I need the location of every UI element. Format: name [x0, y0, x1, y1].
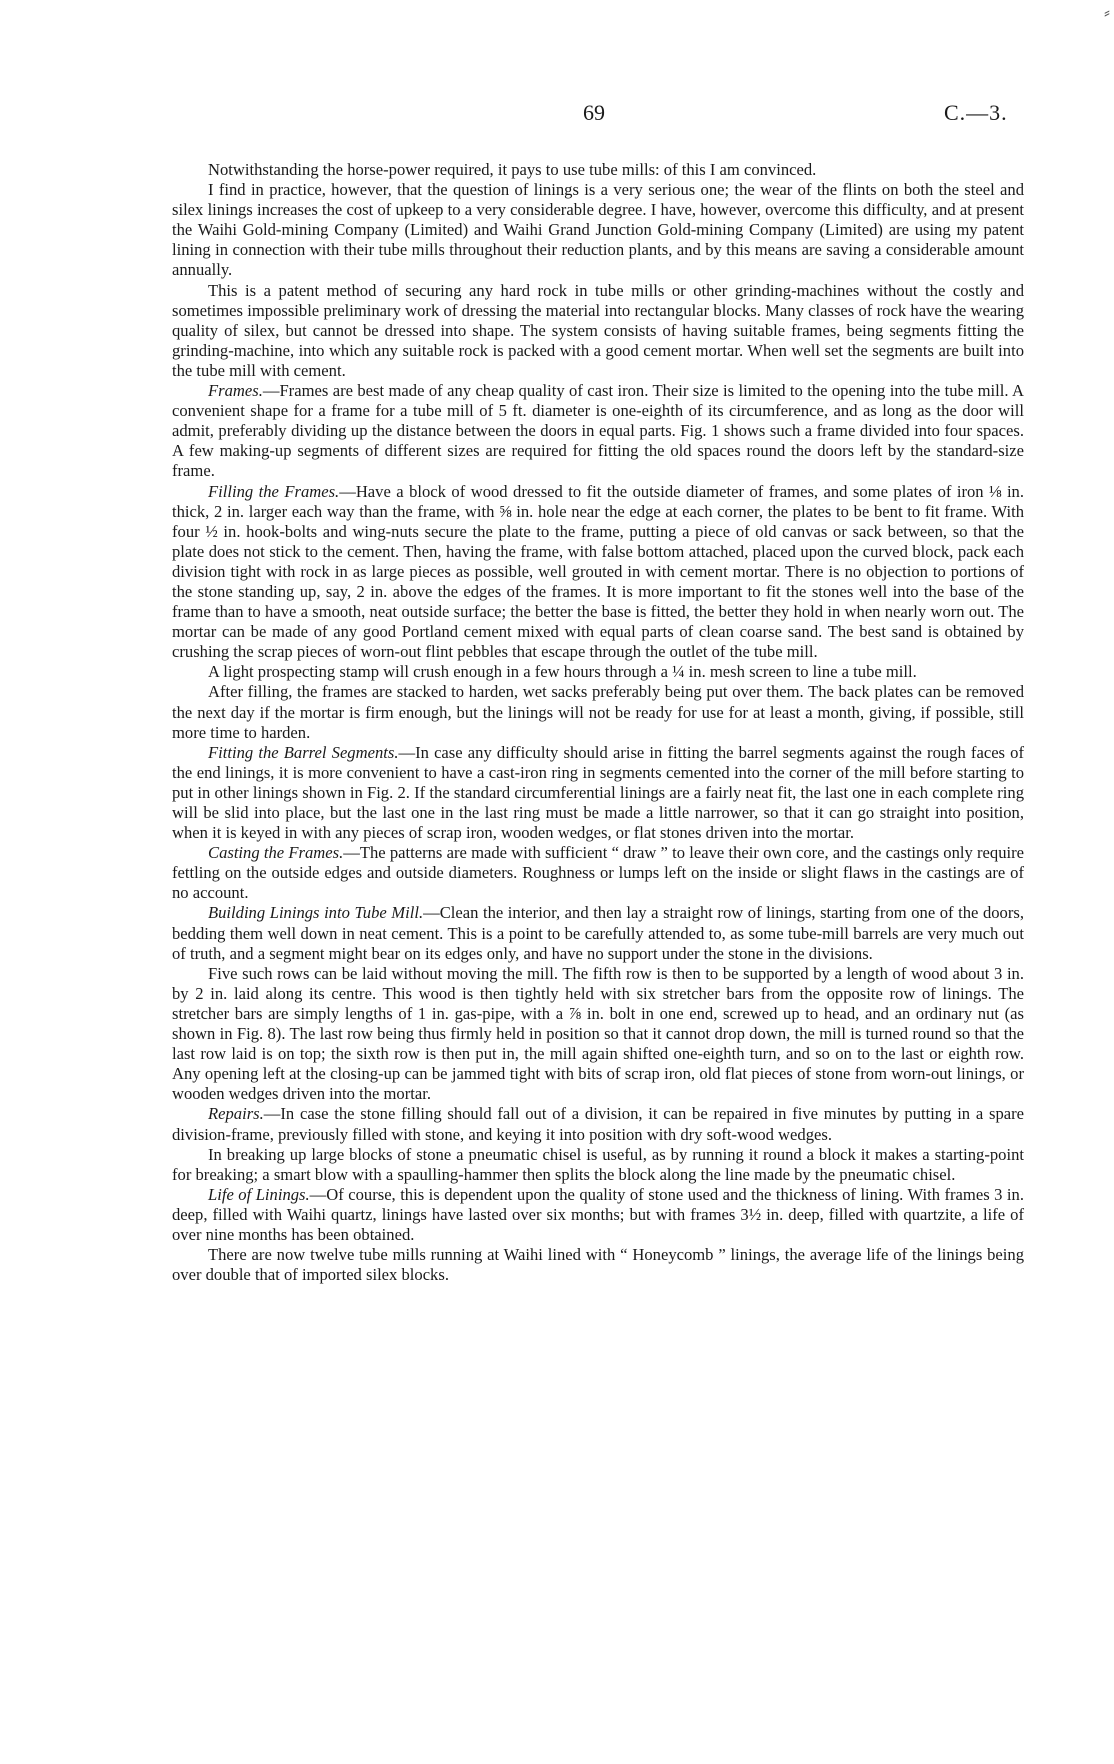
- paragraph: [172, 1185, 1024, 1245]
- body-text: [172, 160, 1024, 1285]
- paragraph: [172, 682, 1024, 742]
- paragraph-text: —In case the stone filling should fall out of a division, it can be repaired in five minutes by putting in a spare division-frame, previously filled with stone, and keying it into position with dry soft-wood wedges.: [172, 1104, 1024, 1144]
- paragraph-text: —Of course, this is dependent upon the quality of stone used and the thickness of lining. With frames 3 in. deep, filled with Waihi quartz, linings have lasted over six months; but with frames 3½ in. deep, filled with quartzite, a life of over nine months has been obtained.: [172, 1184, 1024, 1244]
- paragraph-text: —Frames are best made of any cheap quality of cast iron. Their size is limited to the opening into the tube mill. A convenient shape for a frame for a tube mill of 5 ft. diameter is one-eighth of its circumference, and as long as the door will admit, preferably dividing up the distance between the doors in equal parts. Fig. 1 shows such a frame divided into four spaces. A few making-up segments of different sizes are required for fitting the old spaces round the doors left by the standard-size frame.: [172, 381, 1024, 481]
- paragraph-text: —The patterns are made with sufficient “ draw ” to leave their own core, and the castings only require fettling on the outside edges and outside diameters. Roughness or lumps left on the inside or slight flaws in the castings are of no account.: [172, 843, 1024, 903]
- paragraph: [172, 1145, 1024, 1185]
- paragraph: [172, 381, 1024, 481]
- paragraph-heading: Frames.: [208, 381, 263, 401]
- corner-mark: ⸗: [1104, 2, 1110, 22]
- paragraph: [172, 1104, 1024, 1144]
- paragraph: [172, 180, 1024, 280]
- paragraph: [172, 843, 1024, 903]
- paragraph: [172, 743, 1024, 843]
- page-header: [0, 100, 1114, 130]
- paragraph-text: —Clean the interior, and then lay a straight row of linings, starting from one of the doors, bedding them well down in neat cement. This is a point to be carefully attended to, as some tube-mill barrels are very much out of truth, and a segment might bear on its edges only, and have no support under the stone in the divisions.: [172, 903, 1024, 963]
- paragraph: [172, 662, 1024, 682]
- paragraph-text: Five such rows can be laid without moving the mill. The fifth row is then to be supported by a length of wood about 3 in. by 2 in. laid along its centre. This wood is then tightly held with six stretcher bars from the opposite row of linings. The stretcher bars are simply lengths of 1 in. gas-pipe, with a ⅞ in. bolt in one end, screwed up to head, and an ordinary nut (as shown in Fig. 8). The last row being thus firmly held in position so that it cannot drop down, the mill is turned round so that the last row laid is on top; the sixth row is then put in, the mill again shifted one-eighth turn, and so on to the last or eighth row. Any opening left at the closing-up can be jammed tight with bits of scrap iron, old flat pieces of stone from worn-out linings, or wooden wedges driven into the mortar.: [172, 963, 1024, 1104]
- paragraph-heading: Casting the Frames.: [208, 843, 344, 863]
- paragraph-text: A light prospecting stamp will crush enough in a few hours through a ¼ in. mesh screen to line a tube mill.: [208, 662, 917, 682]
- page-number: 69: [583, 100, 605, 125]
- paragraph: [172, 1245, 1024, 1285]
- paragraph: [172, 964, 1024, 1105]
- paragraph: [172, 160, 1024, 180]
- paragraph-text: This is a patent method of securing any hard rock in tube mills or other grinding-machines without the costly and sometimes impossible preliminary work of dressing the material into rectangular blocks. Many classes of rock have the wearing quality of silex, but cannot be dressed into shape. The system consists of having suitable frames, being segments fitting the grinding-machine, into which any suitable rock is packed with a good cement mortar. When well set the segments are built into the tube mill with cement.: [172, 280, 1024, 380]
- paragraph: [172, 903, 1024, 963]
- paragraph-text: After filling, the frames are stacked to harden, wet sacks preferably being put over them. The back plates can be removed the next day if the mortar is firm enough, but the linings will not be ready for use for at least a month, giving, if possible, still more time to harden.: [172, 682, 1024, 742]
- paragraph-text: I find in practice, however, that the question of linings is a very serious one; the wear of the flints on both the steel and silex linings increases the cost of upkeep to a very considerable degree. I have, however, overcome this difficulty, and at present the Waihi Gold-mining Company (Limited) and Waihi Grand Junction Gold-mining Company (Limited) are using my patent lining in connection with their tube mills throughout their reduction plants, and by this means are saving a considerable amount annually.: [172, 180, 1024, 280]
- paragraph: [172, 281, 1024, 381]
- paragraph-heading: Repairs.: [208, 1104, 264, 1124]
- paragraph-text: In breaking up large blocks of stone a pneumatic chisel is useful, as by running it round a block it makes a starting-point for breaking; a smart blow with a spaulling-hammer then splits the block along the line made by the pneumatic chisel.: [172, 1144, 1024, 1184]
- paragraph-text: —Have a block of wood dressed to fit the outside diameter of frames, and some plates of iron ⅛ in. thick, 2 in. larger each way than the frame, with ⅝ in. hole near the edge at each corner, the plates to be bent to fit frame. With four ½ in. hook-bolts and wing-nuts secure the plate to the frame, putting a piece of old canvas or sack between, so that the plate does not stick to the cement. Then, having the frame, with false bottom attached, placed upon the curved block, pack each division tight with rock in as large pieces as possible, well grouted in with cement mortar. There is no objection to portions of the stone standing up, say, 2 in. above the edges of the frames. It is more important to fit the stones well into the base of the frame than to have a smooth, neat outside surface; the better the base is fitted, the better they hold in when nearly worn out. The mortar can be made of any good Portland cement mixed with equal parts of clean coarse sand. The best sand is obtained by crushing the scrap pieces of worn-out flint pebbles that escape through the outlet of the tube mill.: [172, 481, 1024, 662]
- paragraph: [172, 482, 1024, 663]
- document-code: C.—3.: [944, 100, 1008, 125]
- paragraph-text: Notwithstanding the horse-power required, it pays to use tube mills: of this I am convinced.: [208, 160, 817, 179]
- paragraph-heading: Life of Linings.: [208, 1184, 310, 1204]
- paragraph-heading: Building Linings into Tube Mill.: [208, 903, 424, 923]
- paragraph-text: There are now twelve tube mills running at Waihi lined with “ Honeycomb ” linings, the average life of the linings being over double that of imported silex blocks.: [172, 1245, 1024, 1285]
- paragraph-text: —In case any difficulty should arise in fitting the barrel segments against the rough faces of the end linings, it is more convenient to have a cast-iron ring in segments cemented into the corner of the mill before starting to put in other linings shown in Fig. 2. If the standard circumferential linings are a fairly neat fit, the last one in each complete ring will be slid into place, but the last one in the last ring must be made a little narrower, so that it can go straight into position, when it is keyed in with any pieces of scrap iron, wooden wedges, or flat stones driven into the mortar.: [172, 742, 1025, 843]
- paragraph-heading: Fitting the Barrel Segments.: [208, 742, 399, 762]
- paragraph-heading: Filling the Frames.: [208, 481, 340, 501]
